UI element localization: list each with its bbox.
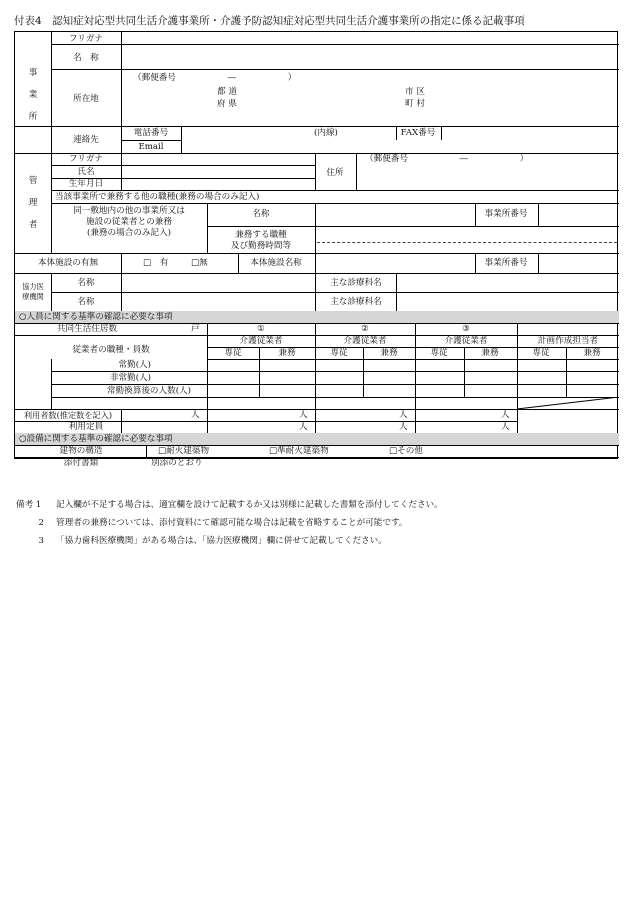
other-option: □その他 [389,446,423,456]
form-title: 付表4 認知症対応型共同生活介護事業所・介護予防認知症対応型共同生活介護事業所の指定に係る記載事項 [14,15,525,27]
row-fulltime-label: 常勤(人) [118,360,151,370]
note-3 [16,532,443,550]
attachments-label: 添付書類 [63,458,99,468]
note-2 [16,514,443,532]
planner-col: 計画作成担当者 [537,336,599,346]
office-phone-label: 電話番号 [133,128,169,138]
main-facility-yes: □ 有 [143,258,169,268]
main-facility-office-number-label: 事業所番号 [484,258,528,268]
attachments-value: 別添のとおり [151,458,203,468]
manager-furigana-label: フリガナ [69,154,103,164]
office-address-label: 所在地 [73,94,99,104]
note-3-num: 3 [38,536,44,546]
manager-office-number-label: 事業所番号 [484,209,528,219]
equipment-header: ○設備に関する基準の確認に必要な事項 [19,434,173,444]
fulltime-2: 専従 [330,348,348,358]
care-staff-col-1: 介護従業者 [239,336,283,346]
capacity-label: 利用定員 [68,422,104,432]
office-postal: （郵便番号 ― ） [133,73,297,83]
concurrent-1: 兼務 [278,348,296,358]
manager-concurrent-line-3: (兼務の場合のみ記入) [86,228,172,238]
note-1-text: 記入欄が不足する場合は、適宜欄を設けて記載するか又は別様に記載した書類を添付してください。 [56,500,443,510]
notes-block [16,496,443,550]
main-facility-label: 本体施設の有無 [37,258,99,268]
users-unit-3: 人 [501,410,510,420]
fulltime-4: 専従 [532,348,550,358]
cooperating-name-label-1: 名称 [77,278,95,288]
users-unit-1: 人 [299,410,308,420]
note-3-text: 「協力歯科医療機関」がある場合は、「協力医療機関」欄に併せて記載してください。 [56,536,387,546]
manager-job-line-2: 及び勤務時間等 [230,241,292,251]
manager-concurrent-line-2: 施設の従業者との兼務 [86,217,172,227]
office-extension-label: (内線) [314,128,338,138]
manager-section-label: 管 理 者 [28,176,38,230]
fireproof-option: □耐火建築物 [158,446,210,456]
users-unit-2: 人 [399,410,408,420]
diagonal-slash [517,397,619,409]
cooperating-label-2: 療機関 [22,292,44,301]
office-fax-label: FAX番号 [400,128,436,138]
unit-col-2: ② [361,324,369,334]
capacity-unit-3: 人 [501,422,510,432]
manager-concurrent-line-1: 同一敷地内の他の事業所又は [73,206,185,216]
cooperating-dept-label-1: 主な診療科名 [330,278,382,288]
office-email-label: Email [138,142,164,152]
office-name-label: 名 称 [73,53,99,63]
row-parttime-label: 非常勤(人) [109,373,151,383]
capacity-unit-2: 人 [399,422,408,432]
unit-col-1: ① [257,324,265,334]
note-2-text: 管理者の兼務については、添付資料にて確認可能な場合は記載を省略することが可能です。 [56,518,408,528]
manager-birthdate-label: 生年月日 [68,179,104,189]
cooperating-name-label-2: 名称 [77,297,95,307]
semi-fireproof-option: □準耐火建築物 [269,446,329,456]
fulltime-3: 専従 [430,348,448,358]
care-staff-col-3: 介護従業者 [444,336,488,346]
office-city-2: 町 村 [405,99,425,109]
capacity-unit-1: 人 [299,422,308,432]
office-contact-label: 連絡先 [73,135,99,145]
users-unit-0: 人 [191,410,200,420]
office-furigana-label: フリガナ [69,34,103,44]
manager-postal: （郵便番号 ― ） [365,154,529,164]
cooperating-label-1: 協力医 [22,282,44,291]
office-pref-2: 府 県 [217,99,237,109]
staff-label: 従業者の職種・員数 [72,345,150,355]
cooperating-dept-label-2: 主な診療科名 [330,297,382,307]
office-city-1: 市 区 [405,87,425,97]
users-label: 利用者数(推定数を記入) [23,410,113,420]
concurrent-3: 兼務 [481,348,499,358]
units-suffix: 戸 [191,324,200,334]
unit-col-3: ③ [462,324,470,334]
manager-concurrent-name-label: 名称 [252,209,270,219]
office-section-label: 事 業 所 [28,68,38,122]
concurrent-4: 兼務 [583,348,601,358]
row-converted-label: 常勤換算後の人数(人) [106,386,191,396]
note-1-num: 備考 1 [16,500,42,510]
structure-label: 建物の構造 [59,446,103,456]
note-2-num: 2 [38,518,44,528]
manager-name-label: 氏名 [77,167,95,177]
care-staff-col-2: 介護従業者 [343,336,387,346]
main-facility-name-label: 本体施設名称 [250,258,302,268]
main-facility-no: □無 [191,258,208,268]
personnel-header: ○人員に関する基準の確認に必要な事項 [19,312,173,322]
note-1 [16,496,443,514]
manager-other-jobs-label: 当該事業所で兼務する他の職種(兼務の場合のみ記入) [55,192,260,202]
units-label: 共同生活住居数 [56,324,118,334]
registration-form [14,31,618,468]
concurrent-2: 兼務 [380,348,398,358]
office-pref-1: 都 道 [217,87,237,97]
fulltime-1: 専従 [224,348,242,358]
manager-job-line-1: 兼務する職種 [235,230,287,240]
manager-address-label: 住所 [326,168,344,178]
